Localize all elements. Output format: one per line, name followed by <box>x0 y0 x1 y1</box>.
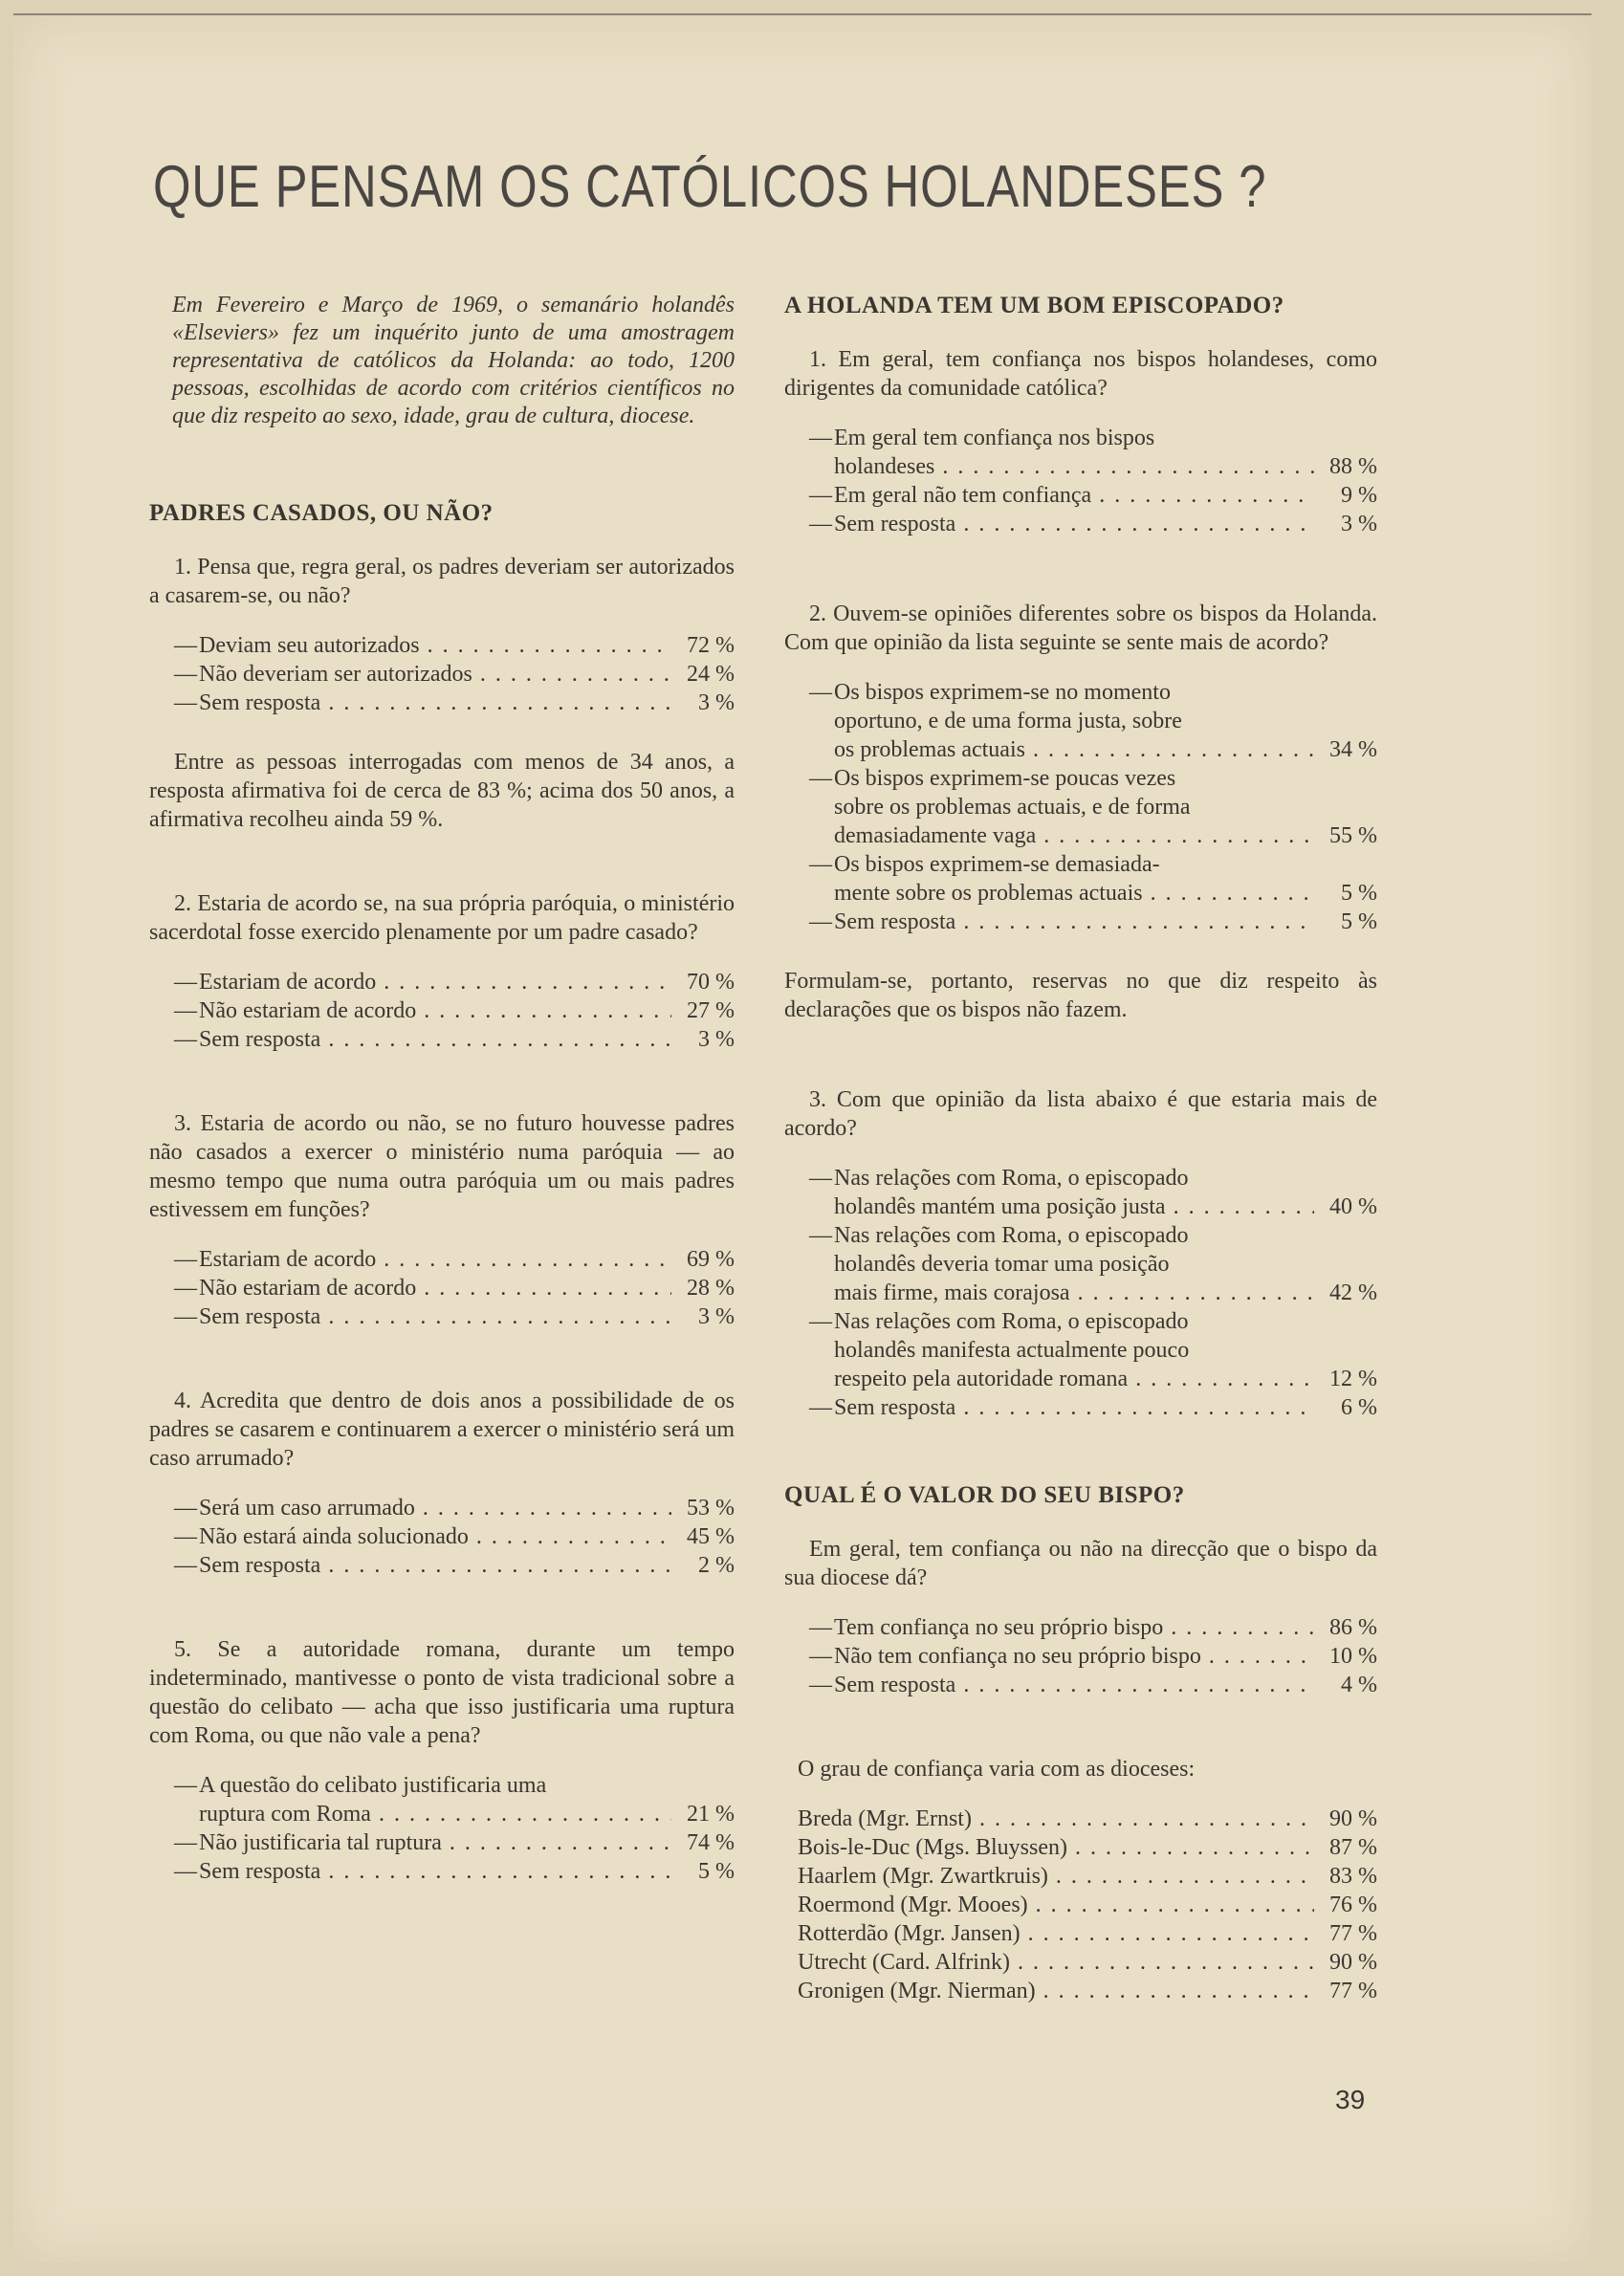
answer-row: — Em geral não tem confiança . . . 9 % <box>809 481 1377 510</box>
answer-label: Será um caso arrumado . . . <box>199 1494 671 1522</box>
answer-percent: 72 % <box>687 633 735 658</box>
answer-row: — Não deveriam ser autorizados . . . 24 % <box>174 660 735 689</box>
answer-row: — Os bispos exprimem-se poucas vezes <box>809 766 1176 791</box>
answer-label: Estariam de acordo . . . <box>199 968 671 996</box>
answer-label: holandês mantém uma posição justa . . . <box>834 1193 1314 1221</box>
answer-row: — Os bispos exprimem-se no momento <box>809 680 1171 705</box>
diocese-row <box>798 1891 1377 1919</box>
answer-row: — Tem confiança no seu próprio bispo . . . 86 % <box>809 1613 1377 1642</box>
answer-label: Sem resposta . . . <box>199 1857 671 1886</box>
diocese-label: Rotterdão (Mgr. Jansen) . . . <box>798 1919 1314 1948</box>
answer-percent: 3 % <box>698 1027 735 1052</box>
answer-row: — Nas relações com Roma, o episcopado <box>809 1166 1189 1191</box>
diocese-row <box>798 1919 1377 1948</box>
answer-percent: 69 % <box>687 1247 735 1272</box>
page-title: QUE PENSAM OS CATÓLICOS HOLANDESES ? <box>153 154 1267 220</box>
answer-row <box>809 452 1377 481</box>
question-r3: 3. Com que opinião da lista abaixo é que estaria mais de acordo? <box>784 1087 1377 1141</box>
answer-row: — Sem resposta . . . 2 % <box>174 1551 735 1580</box>
answer-percent: 86 % <box>1329 1615 1377 1640</box>
answer-label: Tem confiança no seu próprio bispo . . . <box>834 1613 1314 1642</box>
answer-label: Não estariam de acordo . . . <box>199 996 671 1025</box>
answer-label-line: A questão do celibato justificaria uma <box>199 1773 547 1798</box>
answer-percent: 55 % <box>1329 823 1377 848</box>
left-column <box>149 292 735 1941</box>
answer-row: — Estariam de acordo . . . 70 % <box>174 968 735 996</box>
answer-label-line: sobre os problemas actuais, e de forma <box>834 795 1191 820</box>
answer-percent: 3 % <box>698 690 735 715</box>
answer-row: — Sem resposta . . . 5 % <box>174 1857 735 1886</box>
answer-percent: 10 % <box>1329 1644 1377 1669</box>
answer-percent: 42 % <box>1329 1280 1377 1305</box>
answer-row <box>809 1193 1377 1221</box>
conclusion-paragraph: Formulam-se, portanto, reservas no que diz respeito às declarações que os bispos não fazem. <box>784 969 1377 1022</box>
answer-percent: 70 % <box>687 970 735 995</box>
answer-label: Sem resposta . . . <box>834 1393 1314 1422</box>
answer-label: Não estará ainda solucionado . . . <box>199 1522 671 1551</box>
answer-label: Sem resposta . . . <box>834 1671 1314 1699</box>
answers-r2 <box>809 678 1377 936</box>
answer-label: respeito pela autoridade romana . . . <box>834 1365 1314 1393</box>
answers-2 <box>174 968 735 1054</box>
diocese-label: Haarlem (Mgr. Zwartkruis) . . . <box>798 1862 1314 1891</box>
answer-row: — Não estariam de acordo . . . 27 % <box>174 996 735 1025</box>
answer-label: Sem resposta . . . <box>834 908 1314 936</box>
diocese-row <box>798 1948 1377 1977</box>
answer-row: — Será um caso arrumado . . . 53 % <box>174 1494 735 1522</box>
page-number: 39 <box>1335 2085 1366 2114</box>
answer-percent: 9 % <box>1341 483 1377 508</box>
answer-label-line: Os bispos exprimem-se demasiada- <box>834 852 1160 877</box>
intro-paragraph: Em Fevereiro e Março de 1969, o semanário holandês «Elseviers» fez um inquérito junto de uma amostragem representativa de católicos da Holanda: ao todo, 1200 pessoas, escolhidas de acordo com critérios científicos no que diz respeito ao sexo, idade, grau de cultura, diocese. <box>172 293 735 428</box>
answer-row: — Não estariam de acordo . . . 28 % <box>174 1274 735 1302</box>
answer-label: Não justificaria tal ruptura . . . <box>199 1828 671 1857</box>
answer-row: — Os bispos exprimem-se demasiada- <box>809 852 1160 877</box>
answer-percent: 12 % <box>1329 1367 1377 1391</box>
answer-row <box>809 735 1377 764</box>
answer-row: — Sem resposta . . . 4 % <box>809 1671 1377 1699</box>
answer-row <box>809 707 1377 735</box>
question-4: 4. Acredita que dentro de dois anos a possibilidade de os padres se casarem e continuarem a exercer o ministério será um caso arrumado? <box>149 1389 735 1471</box>
answer-label-line: Nas relações com Roma, o episcopado <box>834 1309 1189 1334</box>
answer-row: — Nas relações com Roma, o episcopado <box>809 1309 1189 1334</box>
answer-label: Estariam de acordo . . . <box>199 1245 671 1274</box>
answer-label: Sem resposta . . . <box>199 689 671 717</box>
answer-percent: 5 % <box>1341 909 1377 934</box>
diocese-label: Utrecht (Card. Alfrink) . . . <box>798 1948 1314 1977</box>
dioceses-intro: O grau de confiança varia com as dioceses: <box>798 1757 1196 1782</box>
answers-5 <box>174 1771 735 1886</box>
answer-row: — Nas relações com Roma, o episcopado <box>809 1223 1189 1248</box>
answer-percent: 2 % <box>698 1553 735 1578</box>
diocese-row <box>798 1862 1377 1891</box>
diocese-label: Gronigen (Mgr. Nierman) . . . <box>798 1977 1314 2005</box>
answer-row <box>809 793 1377 821</box>
answer-percent: 34 % <box>1329 737 1377 762</box>
note-paragraph: Entre as pessoas interrogadas com menos de 34 anos, a resposta afirmativa foi de cerca de 83 %; acima dos 50 anos, a afirmativa recolheu ainda 59 %. <box>149 750 735 832</box>
answer-row: — Em geral tem confiança nos bispos <box>809 426 1155 450</box>
answer-row: — Não justificaria tal ruptura . . . 74 % <box>174 1828 735 1857</box>
answer-label-line: holandês manifesta actualmente pouco <box>834 1338 1190 1363</box>
diocese-row <box>798 1805 1377 1833</box>
question-3: 3. Estaria de acordo ou não, se no futuro houvesse padres não casados a exercer o ministério numa paróquia — ao mesmo tempo que numa outra paróquia um ou mais padres estivessem em funções? <box>149 1111 735 1222</box>
answer-row: — Sem resposta . . . 6 % <box>809 1393 1377 1422</box>
diocese-percent: 90 % <box>1329 1950 1377 1975</box>
answer-percent: 88 % <box>1329 454 1377 479</box>
question-1: 1. Pensa que, regra geral, os padres deveriam ser autorizados a casarem-se, ou não? <box>149 555 735 608</box>
question-2: 2. Estaria de acordo se, na sua própria paróquia, o ministério sacerdotal fosse exercido plenamente por um padre casado? <box>149 891 735 945</box>
answer-row: — Sem resposta . . . 3 % <box>809 510 1377 538</box>
answer-row: — Sem resposta . . . 3 % <box>174 1302 735 1331</box>
answer-label: Sem resposta . . . <box>199 1302 671 1331</box>
answer-label-line: Nas relações com Roma, o episcopado <box>834 1166 1189 1191</box>
right-column <box>784 292 1377 2005</box>
diocese-percent: 87 % <box>1329 1835 1377 1860</box>
answer-percent: 5 % <box>698 1859 735 1884</box>
question-5: 5. Se a autoridade romana, durante um tempo indeterminado, mantivesse o ponto de vista tradicional sobre a questão do celibato — acha que isso justificaria uma ruptura com Roma, ou que não vale a pena? <box>149 1637 735 1748</box>
diocese-label: Roermond (Mgr. Mooes) . . . <box>798 1891 1314 1919</box>
answer-label: holandeses . . . <box>834 452 1314 481</box>
answer-percent: 3 % <box>698 1304 735 1329</box>
answer-row <box>809 1279 1377 1307</box>
answer-label: demasiadamente vaga . . . <box>834 821 1314 850</box>
answer-row: — Deviam seu autorizados . . . 72 % <box>174 631 735 660</box>
answers-1 <box>174 631 735 717</box>
answer-percent: 40 % <box>1329 1194 1377 1219</box>
diocese-label: Breda (Mgr. Ernst) . . . <box>798 1805 1314 1833</box>
question-r2: 2. Ouvem-se opiniões diferentes sobre os bispos da Holanda. Com que opinião da lista seguinte se sente mais de acordo? <box>784 602 1377 655</box>
section-heading-padres: PADRES CASADOS, OU NÃO? <box>149 500 494 526</box>
section-heading-episcopado: A HOLANDA TEM UM BOM EPISCOPADO? <box>784 293 1284 318</box>
answer-label: Sem resposta . . . <box>834 510 1314 538</box>
answer-row <box>809 821 1377 850</box>
answer-row: — Sem resposta . . . 5 % <box>809 908 1377 936</box>
answer-row: — A questão do celibato justificaria uma <box>174 1773 547 1798</box>
answer-label: Sem resposta . . . <box>199 1551 671 1580</box>
answer-label: Não estariam de acordo . . . <box>199 1274 671 1302</box>
answers-3 <box>174 1245 735 1331</box>
answer-row: — Sem resposta . . . 3 % <box>174 1025 735 1054</box>
answer-label: Em geral não tem confiança . . . <box>834 481 1314 510</box>
answers-r4 <box>809 1613 1377 1699</box>
answer-row: — Estariam de acordo . . . 69 % <box>174 1245 735 1274</box>
answer-label-line: holandês deveria tomar uma posição <box>834 1252 1170 1277</box>
answer-percent: 27 % <box>687 998 735 1023</box>
diocese-label: Bois-le-Duc (Mgs. Bluyssen) . . . <box>798 1833 1314 1862</box>
answers-4 <box>174 1494 735 1580</box>
answer-percent: 74 % <box>687 1830 735 1855</box>
dioceses-list <box>798 1805 1377 2005</box>
answer-percent: 5 % <box>1341 881 1377 906</box>
answer-row: — Não tem confiança no seu próprio bispo . . . 10 % <box>809 1642 1377 1671</box>
answer-label: Deviam seu autorizados . . . <box>199 631 671 660</box>
answer-row <box>809 1336 1377 1365</box>
answer-percent: 6 % <box>1341 1395 1377 1420</box>
answer-row <box>809 1365 1377 1393</box>
diocese-row <box>798 1977 1377 2005</box>
answer-percent: 53 % <box>687 1496 735 1521</box>
answer-percent: 28 % <box>687 1276 735 1301</box>
answer-label-line: Nas relações com Roma, o episcopado <box>834 1223 1189 1248</box>
diocese-row <box>798 1833 1377 1862</box>
answer-percent: 21 % <box>687 1802 735 1827</box>
question-r1: 1. Em geral, tem confiança nos bispos holandeses, como dirigentes da comunidade católica? <box>784 347 1377 401</box>
answer-label-line: Em geral tem confiança nos bispos <box>834 426 1155 450</box>
answer-row <box>809 1250 1377 1279</box>
answer-label: os problemas actuais . . . <box>834 735 1314 764</box>
question-r4: Em geral, tem confiança ou não na direcção que o bispo da sua diocese dá? <box>784 1537 1377 1590</box>
answer-percent: 45 % <box>687 1524 735 1549</box>
answer-label: Não deveriam ser autorizados . . . <box>199 660 671 689</box>
answers-r3 <box>809 1164 1377 1422</box>
diocese-percent: 90 % <box>1329 1806 1377 1831</box>
diocese-percent: 76 % <box>1329 1893 1377 1917</box>
answer-label: ruptura com Roma . . . <box>199 1800 671 1828</box>
answer-percent: 4 % <box>1341 1673 1377 1697</box>
answer-percent: 24 % <box>687 662 735 687</box>
answer-row: — Sem resposta . . . 3 % <box>174 689 735 717</box>
answer-label: mais firme, mais corajosa . . . <box>834 1279 1314 1307</box>
answer-row <box>174 1800 735 1828</box>
answer-row: — Não estará ainda solucionado . . . 45 % <box>174 1522 735 1551</box>
answers-r1 <box>809 424 1377 538</box>
answer-label-line: Os bispos exprimem-se poucas vezes <box>834 766 1176 791</box>
diocese-percent: 77 % <box>1329 1979 1377 2003</box>
section-heading-bispo: QUAL É O VALOR DO SEU BISPO? <box>784 1482 1185 1508</box>
answer-label-line: Os bispos exprimem-se no momento <box>834 680 1171 705</box>
diocese-percent: 83 % <box>1329 1864 1377 1889</box>
answer-row <box>809 879 1377 908</box>
answer-percent: 3 % <box>1341 512 1377 536</box>
answer-label: Não tem confiança no seu próprio bispo . . . <box>834 1642 1314 1671</box>
answer-label: Sem resposta . . . <box>199 1025 671 1054</box>
answer-label: mente sobre os problemas actuais . . . <box>834 879 1314 908</box>
answer-label-line: oportuno, e de uma forma justa, sobre <box>834 709 1182 733</box>
diocese-percent: 77 % <box>1329 1921 1377 1946</box>
